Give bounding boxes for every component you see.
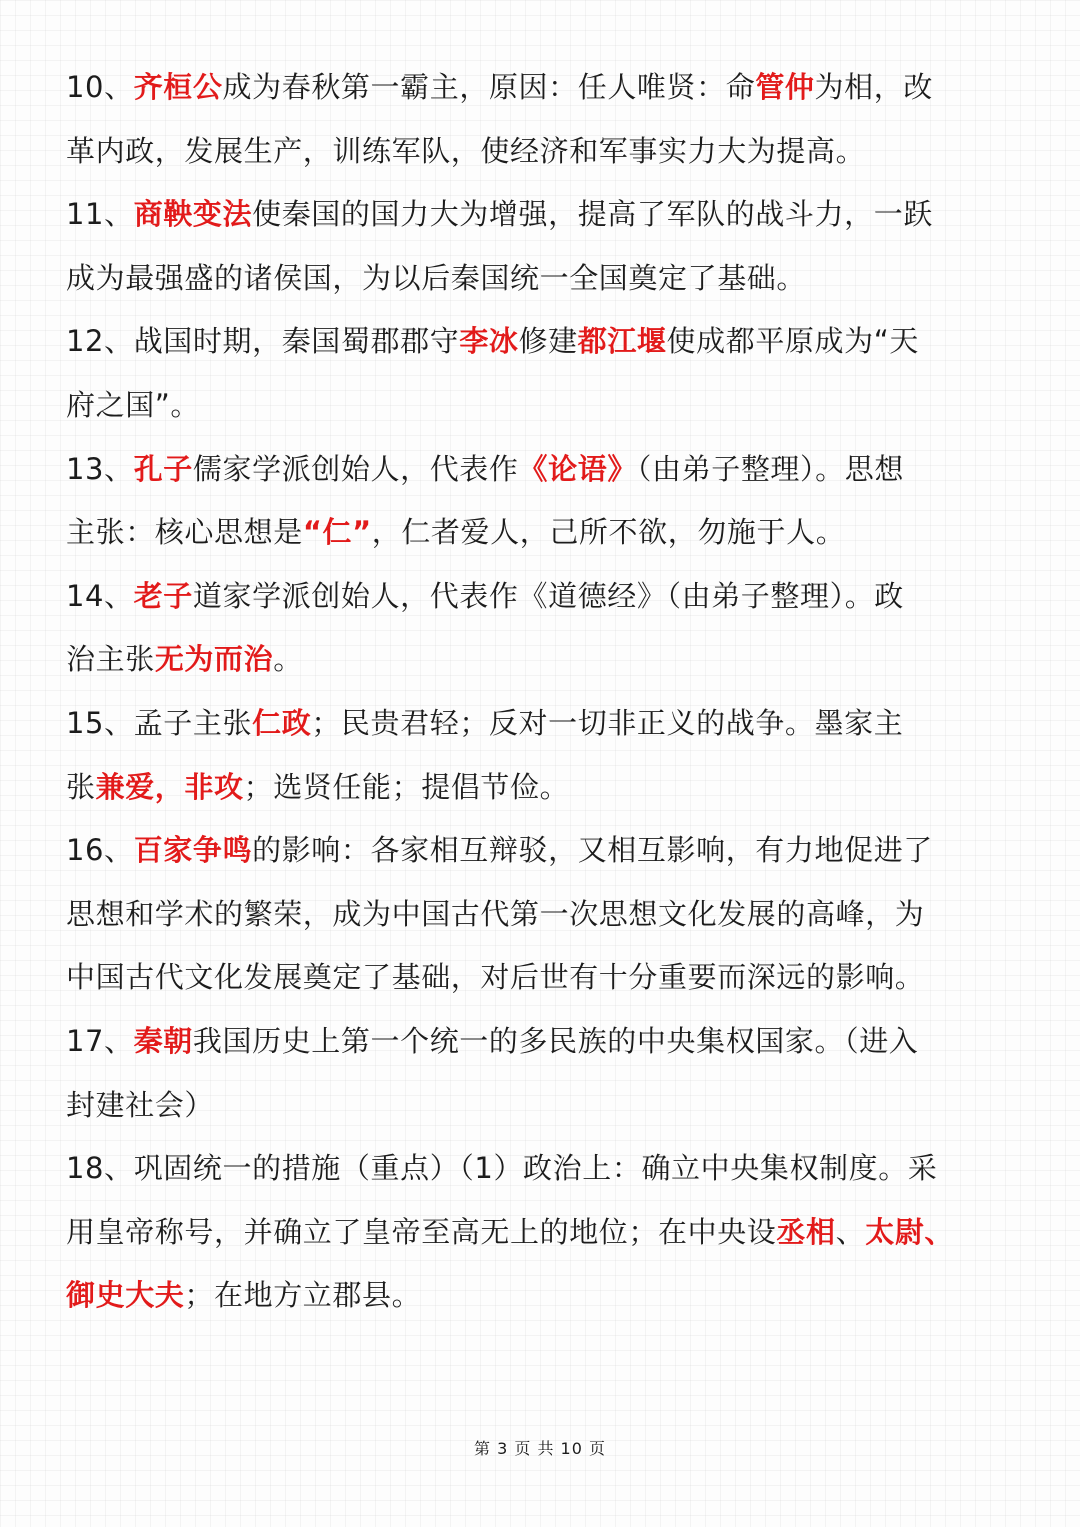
text-line — [66, 438, 1024, 502]
text-line — [66, 692, 1024, 756]
highlighted-term: 李冰 — [459, 324, 519, 359]
highlighted-term: 孔子 — [133, 451, 193, 486]
text-segment: 成为春秋第一霸主，原因：任人唯贤：命 — [222, 70, 756, 104]
text-line — [66, 1137, 1024, 1201]
text-segment: 17、 — [66, 1023, 134, 1058]
highlighted-term: 御史大夫 — [66, 1278, 185, 1313]
text-segment: 16、 — [66, 833, 134, 868]
text-segment: 、 — [835, 1214, 866, 1249]
text-segment: ，仁者爱人，己所不欲，勿施于人。 — [371, 515, 846, 550]
text-line — [66, 628, 1024, 692]
text-segment: 府之国”。 — [66, 387, 201, 422]
text-line — [66, 183, 1024, 247]
text-line — [66, 819, 1024, 883]
highlighted-term: 无为而治 — [154, 642, 274, 677]
text-line — [66, 883, 1024, 947]
text-segment: ；在地方立郡县。 — [184, 1278, 422, 1313]
text-segment: 10、 — [66, 70, 134, 104]
highlighted-term: 兼爱，非攻 — [95, 769, 244, 804]
text-segment: 主张：核心思想是 — [66, 515, 303, 550]
text-segment: 思想和学术的繁荣，成为中国古代第一次思想文化发展的高峰，为 — [66, 896, 925, 931]
text-segment: 成为最强盛的诸侯国，为以后秦国统一全国奠定了基础。 — [66, 260, 807, 295]
highlighted-term: “仁” — [302, 515, 372, 550]
text-segment: 为相，改 — [814, 70, 933, 104]
text-segment: 儒家学派创始人，代表作 — [192, 451, 519, 486]
text-segment: ；选贤任能；提倡节俭。 — [243, 769, 570, 804]
highlighted-term: 仁政 — [252, 705, 312, 740]
text-line — [66, 247, 1024, 311]
text-line — [66, 501, 1024, 565]
highlighted-term: 丞相 — [776, 1214, 836, 1249]
text-line — [66, 756, 1024, 820]
text-segment: 革内政，发展生产，训练军队，使经济和军事实力大为提高。 — [66, 133, 866, 168]
text-line — [66, 946, 1024, 1010]
text-segment: 用皇帝称号，并确立了皇帝至高无上的地位；在中央设 — [66, 1214, 777, 1249]
text-segment: 修建 — [518, 324, 578, 359]
text-line — [66, 565, 1024, 629]
highlighted-term: 《论语》 — [518, 451, 637, 486]
text-line — [66, 310, 1024, 374]
text-segment: 14、 — [66, 578, 134, 613]
text-segment: 18、巩固统一的措施（重点）（1）政治上：确立中央集权制度。采 — [66, 1151, 938, 1186]
text-segment: 12、战国时期，秦国蜀郡郡守 — [66, 324, 460, 359]
text-segment: 封建社会） — [66, 1087, 215, 1122]
highlighted-term: 秦朝 — [133, 1023, 193, 1058]
page-footer: 第 3 页 共 10 页 — [474, 1439, 606, 1458]
text-line — [66, 1074, 1024, 1138]
text-segment: 的影响：各家相互辩驳，又相互影响，有力地促进了 — [252, 833, 933, 868]
text-segment: 11、 — [66, 197, 134, 232]
text-segment: 15、孟子主张 — [66, 705, 253, 740]
text-segment: 治主张 — [66, 642, 155, 677]
text-segment: 13、 — [66, 451, 134, 486]
text-segment: ；民贵君轻；反对一切非正义的战争。墨家主 — [311, 705, 904, 740]
text-segment: 使成都平原成为“天 — [666, 324, 919, 359]
highlighted-term: 管仲 — [755, 70, 815, 104]
text-segment: 。 — [273, 642, 303, 677]
text-line — [66, 374, 1024, 438]
text-segment: 中国古代文化发展奠定了基础，对后世有十分重要而深远的影响。 — [66, 960, 925, 995]
highlighted-term: 太尉、 — [865, 1214, 955, 1249]
text-line — [66, 1201, 1024, 1265]
text-segment: 道家学派创始人，代表作《道德经》（由弟子整理）。政 — [192, 578, 904, 613]
highlighted-term: 齐桓公 — [133, 70, 223, 104]
highlighted-term: 老子 — [133, 578, 193, 613]
highlighted-term: 商鞅变法 — [133, 197, 253, 232]
text-segment: 使秦国的国力大为增强，提高了军队的战斗力，一跃 — [252, 197, 933, 232]
text-line — [66, 120, 1024, 184]
highlighted-term: 百家争鸣 — [133, 833, 253, 868]
text-line — [66, 56, 1024, 120]
text-segment: 我国历史上第一个统一的多民族的中央集权国家。（进入 — [192, 1023, 919, 1058]
text-line — [66, 1264, 1024, 1328]
highlighted-term: 都江堰 — [577, 324, 667, 359]
text-segment: （由弟子整理）。思想 — [636, 451, 904, 486]
text-line — [66, 1010, 1024, 1074]
text-segment: 张 — [66, 769, 96, 804]
document-body — [66, 56, 1024, 1328]
